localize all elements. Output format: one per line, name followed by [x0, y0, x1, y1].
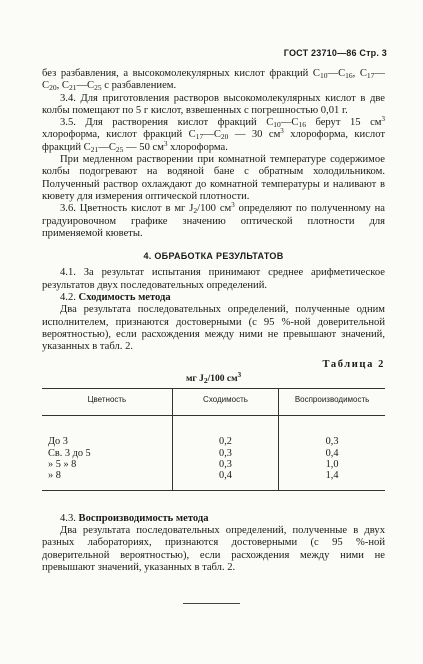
table-row: [42, 470, 385, 490]
table-unit: мг $J_2/100$ $см^3$: [185, 370, 242, 385]
table-header-color: Цветность: [42, 389, 172, 416]
paragraph-dissolve: При медленном растворении при комнатной температуре содержимое колбы подогревают на водяной бане с обратным холодильником. Полученный раствор охлаждают до комнатной температуры и наливают в кювету для измерения оптической плотности.: [42, 154, 385, 202]
paragraph-3-4: 3.4. Для приготовления растворов высокомолекулярных кислот в две колбы помещают по 5 г кислот, взвешенных с погрешностью 0,01 г.: [42, 92, 385, 116]
table-cell: 0,4: [279, 448, 385, 459]
table-cell: 0,3: [172, 448, 278, 459]
table-header-reproducibility: Воспроизводимость: [279, 389, 385, 416]
page-header: ГОСТ 23710—86 Стр. 3: [283, 48, 387, 58]
paragraph-4-2: Два результата последовательных определений, полученные одним исполнителем, признаются достоверными (с 95 %-ной доверительной вероятностью), если расхождения между ними не превышают значений, указанных в табл. 2.: [42, 304, 385, 353]
table-header-row: [42, 389, 385, 416]
table-cell: 1,0: [279, 459, 385, 470]
table-row: [42, 459, 385, 470]
table-row: [42, 416, 385, 448]
paragraph-4-3: Два результата последовательных определений, полученные в двух разных лабораториях, признаются достоверными (с 95 %-ной доверительной вероятностью), если расхождения между ними не превышают значений, указанных в табл. 2.: [42, 524, 385, 573]
table-cell: 0,2: [172, 416, 278, 448]
document-body: [42, 68, 385, 574]
paragraph-3-6: 3.6. Цветность кислот в мг $J_2/100$ $см^3$ определяют по полученному на градуировочном графике значению оптической плотности для применяемой кюветы.: [42, 201, 385, 239]
table-cell: 0,3: [279, 416, 385, 448]
paragraph-4-2-heading: 4.2. Сходимость метода: [60, 292, 171, 304]
table-cell: » 8: [42, 470, 172, 490]
paragraph-3-5: 3.5. Для растворения кислот фракций $C_{10}—C_{16}$ берут 15 $см^3$ хлороформа, кислот фракций $C_{17}—C_{20}$ — 30 $см^3$ хлороформа, кислот фракций $C_{21}—C_{25}$ — 50 $см^3$ хлороформа.: [42, 115, 385, 154]
table-cell: До 3: [48, 436, 68, 448]
paragraph-4-3-heading: 4.3. Воспроизводимость метода: [60, 512, 209, 524]
footer-rule: [183, 603, 240, 604]
section-title-processing: 4. ОБРАБОТКА РЕЗУЛЬТАТОВ: [143, 251, 284, 262]
paragraph-intro: без разбавления, а высокомолекулярных кислот фракций $C_{10}—C_{16}$, $C_{17}—C_{20}$, $C_{21}—C_{25}$ с разбавлением.: [42, 68, 385, 93]
paragraph-4-1: 4.1. За результат испытания принимают среднее арифметическое результатов двух последовательных определений.: [42, 267, 385, 291]
table-row: [42, 448, 385, 459]
table-cell: 0,3: [172, 459, 278, 470]
table-caption: Таблица 2: [322, 358, 385, 370]
table-cell: 1,4: [279, 470, 385, 490]
table-2: [42, 388, 385, 490]
table-cell: » 5 » 8: [48, 459, 77, 471]
table-header-convergence: Сходимость: [172, 389, 278, 416]
table-cell: Св. 3 до 5: [48, 447, 91, 459]
table-cell: 0,4: [172, 470, 278, 490]
